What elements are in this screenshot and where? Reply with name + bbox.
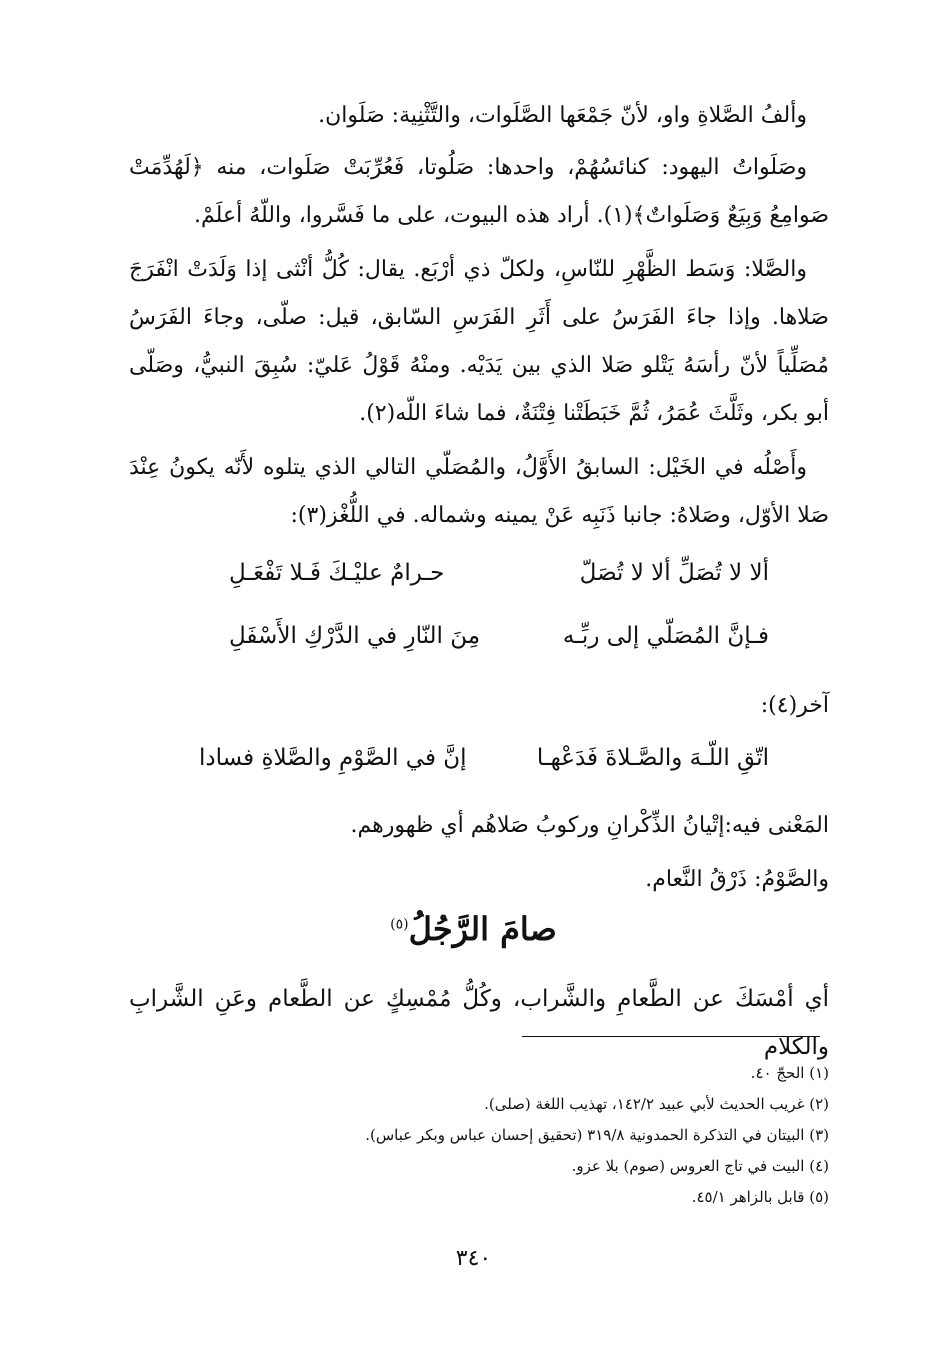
entry-body: [129, 975, 829, 1071]
verse-3-first-hemistich: اتّقِ اللّـهَ والصَّـلاةَ فَدَعْهـا: [536, 745, 769, 771]
footnote-divider: [522, 1036, 820, 1037]
entry-heading: [0, 910, 947, 948]
other-poet-label: آخر(٤):: [760, 693, 829, 718]
footnote-5: (٥) قابل بالزاهر ٤٥/١.: [691, 1188, 829, 1206]
footnote-4: (٤) البيت في تاج العروس (صوم) بلا عزو.: [571, 1157, 829, 1175]
verse-line-2: [129, 623, 829, 673]
footnote-2: (٢) غريب الحديث لأبي عبيد ١٤٢/٢، تهذيب اللغة (صلى).: [484, 1095, 829, 1113]
footnotes: [129, 1058, 829, 1213]
verse-1-second-hemistich: حـرامٌ عليْـكَ فَـلا تَفْعَـلِ: [229, 560, 445, 586]
paragraph-asluhu: وأَصْلُه في الخَيْل: السابقُ الأَوَّلُ، والمُصَلّي التالي الذي يتلوه لأَنّه يكونُ عِنْدَ صَلا الأوّل، وصَلاهُ: جانبا ذَنَبِه عَنْ يمينه وشماله. في اللُّغْز(٣):: [129, 455, 829, 528]
meaning-block: [129, 802, 829, 904]
footnote-3: (٣) البيتان في التذكرة الحمدونية ٣١٩/٨ (تحقيق إحسان عباس وبكر عباس).: [365, 1126, 829, 1144]
verse-2-first-hemistich: فـإنَّ المُصَلّي إلى ربِّـه: [562, 623, 769, 649]
sawm-definition-line: والصَّوْمُ: ذَرْقُ النَّعام.: [645, 867, 829, 892]
paragraph-alif-salat: وألفُ الصَّلاةِ واو، لأنّ جَمْعَها الصَّلَوات، والتَّثْنِية: صَلَوان.: [318, 103, 807, 128]
other-label-line: [129, 682, 829, 730]
paragraph-sala: والصَّلا: وَسَط الظَّهْرِ للنّاسِ، ولكلّ ذي أرْبَع. يقال: كُلُّ أنْثى إذا وَلَدَتْ انْفَرَجَ صَلاها. وإذا جاءَ الفَرَسُ على أَثَرِ الفَرَسِ السّابق، قيل: صلّى، وجاءَ الفَرَسُ مُصَلِّياً لأنّ رأسَهُ يَتْلو صَلا الذي بين يَدَيْه. ومنْهُ قَوْلُ عَليّ: سُبِقَ النبيُّ، وصَلّى أبو بكر، وثَلَّثَ عُمَرُ، ثُمَّ خَبَطَتْنا فِتْنَةٌ، فما شاءَ اللّه(٢).: [129, 257, 829, 426]
footnote-1: (١) الحجّ ٤٠.: [750, 1064, 829, 1082]
entry-heading-note: (٥): [390, 916, 409, 933]
verse-2-second-hemistich: مِنَ النّارِ في الدَّرْكِ الأَسْفَلِ: [229, 623, 481, 649]
page-number: ٣٤٠: [455, 1246, 492, 1271]
entry-body-line: أي أمْسَكَ عن الطَّعامِ والشَّراب، وكُلُّ مُمْسِكٍ عن الطَّعام وعَنِ الشَّرابِ والكلام: [129, 986, 829, 1060]
meaning-line: المَعْنى فيه:إتْيانُ الذِّكْرانِ وركوبُ صَلاهُم أي ظهورهم.: [350, 813, 829, 838]
verse-line-3: [129, 745, 829, 795]
paragraph-salawat-yahud: وصَلَواتُ اليهود: كنائسُهُمْ، واحدها: صَلُوتا، فَعُرِّبَتْ صَلَوات، منه ﴿لَهُدِّمَتْ صَوامِعُ وَبِيَعٌ وَصَلَواتٌ﴾(١). أراد هذه البيوت، على ما فَسَّروا، واللّهُ أعلَمْ.: [129, 155, 829, 228]
verse-line-1: [129, 560, 829, 610]
verse-1-first-hemistich: ألا لا تُصَلِّ ألا لا تُصَلّ: [579, 560, 769, 586]
verse-3-second-hemistich: إنَّ في الصَّوْمِ والصَّلاةِ فسادا: [199, 745, 467, 771]
entry-heading-text: صامَ الرَّجُلُ: [408, 910, 557, 948]
main-text: [129, 92, 829, 540]
